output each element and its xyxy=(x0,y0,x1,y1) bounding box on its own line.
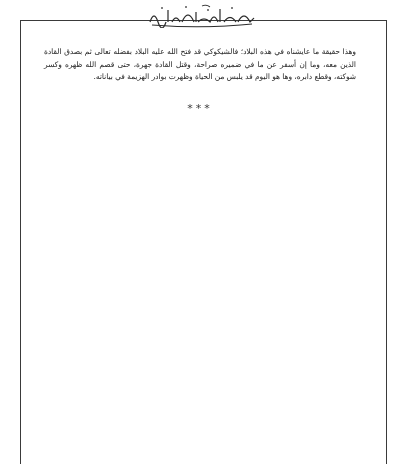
section-separator: *** xyxy=(187,102,213,115)
article-body xyxy=(44,46,356,84)
page-border-frame xyxy=(20,20,387,464)
header-calligraphy-logo xyxy=(148,4,256,28)
header-calligraphy xyxy=(148,4,256,28)
article-paragraph: وهذا حقيقة ما عايشناه في هذه البلاد؛ فالشيكوكي قد فتح الله عليه البلاد بفضله تعالى ثم بصدق القادة الذين معه، وما إن أسفر عن ما في ضميره صراحة، وقتل القادة جهرة، حتى قصم الله ظهره وكسر شوكته، وقطع دابره، وها هو اليوم قد يلبس من الحياة وظهرت بوادر الهزيمة في بياناته. xyxy=(44,47,356,82)
